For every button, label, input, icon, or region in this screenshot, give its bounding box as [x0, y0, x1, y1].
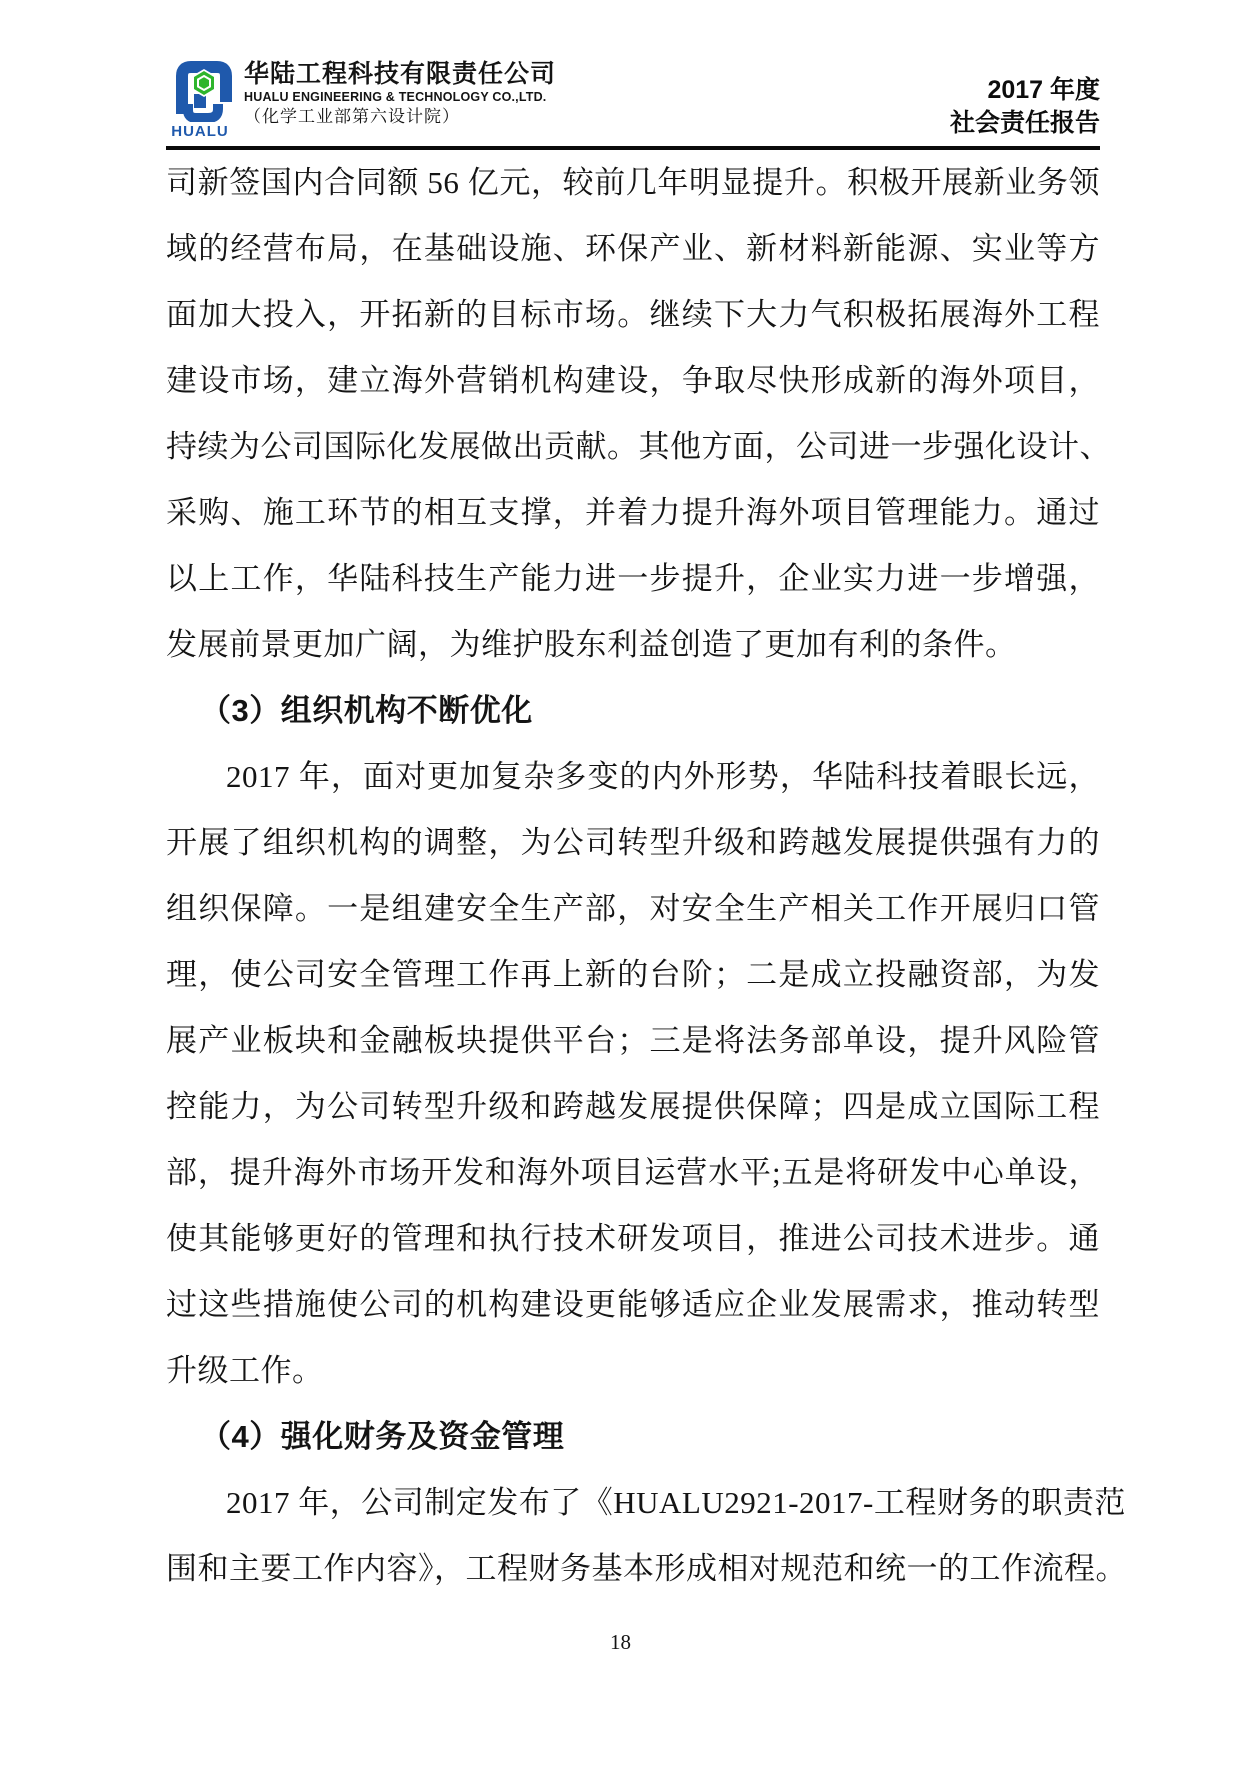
- text-line: 开展了组织机构的调整，为公司转型升级和跨越发展提供强有力的: [166, 825, 1100, 860]
- company-logo: [166, 60, 556, 140]
- company-name-cn: 华陆工程科技有限责任公司: [244, 60, 557, 88]
- text-line: 建设市场，建立海外营销机构建设，争取尽快形成新的海外项目，: [166, 363, 1100, 398]
- logo-wordmark: HUALU: [171, 123, 229, 140]
- document-body: [166, 150, 1127, 1602]
- text-line: 组织保障。一是组建安全生产部，对安全生产相关工作开展归口管: [166, 891, 1100, 926]
- page-footer: [0, 1630, 1241, 1655]
- section-heading: （4）强化财务及资金管理: [200, 1419, 565, 1454]
- report-title-block: [950, 74, 1100, 140]
- text-line: 理，使公司安全管理工作再上新的台阶；二是成立投融资部，为发: [166, 957, 1100, 992]
- text-line: 展产业板块和金融板块提供平台；三是将法务部单设，提升风险管: [166, 1023, 1100, 1058]
- text-line: 2017 年，公司制定发布了《HUALU2921-2017-工程财务的职责范: [226, 1485, 1126, 1520]
- text-line: 控能力，为公司转型升级和跨越发展提供保障；四是成立国际工程: [166, 1089, 1100, 1124]
- text-line: 采购、施工环节的相互支撑，并着力提升海外项目管理能力。通过: [166, 495, 1100, 530]
- text-line: 司新签国内合同额 56 亿元，较前几年明显提升。积极开展新业务领: [166, 165, 1100, 200]
- text-line: 使其能够更好的管理和执行技术研发项目，推进公司技术进步。通: [166, 1221, 1100, 1256]
- page-number: 18: [610, 1630, 631, 1654]
- text-line: 以上工作，华陆科技生产能力进一步提升，企业实力进一步增强，: [166, 561, 1100, 596]
- text-line: 面加大投入，开拓新的目标市场。继续下大力气积极拓展海外工程: [166, 297, 1100, 332]
- text-line: 发展前景更加广阔，为维护股东利益创造了更加有利的条件。: [166, 627, 1017, 662]
- hualu-logo-icon: [166, 60, 234, 140]
- company-name-en: HUALU ENGINEERING & TECHNOLOGY CO.,LTD.: [244, 90, 547, 104]
- text-line: 域的经营布局，在基础设施、环保产业、新材料新能源、实业等方: [166, 231, 1100, 266]
- text-line: 2017 年，面对更加复杂多变的内外形势，华陆科技着眼长远，: [226, 759, 1100, 794]
- section-heading: （3）组织机构不断优化: [200, 693, 533, 728]
- page-header: [166, 0, 1100, 150]
- company-subtitle: （化学工业部第六设计院）: [244, 107, 460, 126]
- text-line: 持续为公司国际化发展做出贡献。其他方面，公司进一步强化设计、: [166, 429, 1111, 464]
- text-line: 升级工作。: [166, 1353, 324, 1388]
- text-line: 部，提升海外市场开发和海外项目运营水平;五是将研发中心单设，: [166, 1155, 1100, 1190]
- text-line: 围和主要工作内容》，工程财务基本形成相对规范和统一的工作流程。: [166, 1551, 1127, 1586]
- text-line: 过这些措施使公司的机构建设更能够适应企业发展需求，推动转型: [166, 1287, 1100, 1322]
- report-title: 社会责任报告: [949, 109, 1100, 137]
- report-year: 2017 年度: [987, 76, 1100, 104]
